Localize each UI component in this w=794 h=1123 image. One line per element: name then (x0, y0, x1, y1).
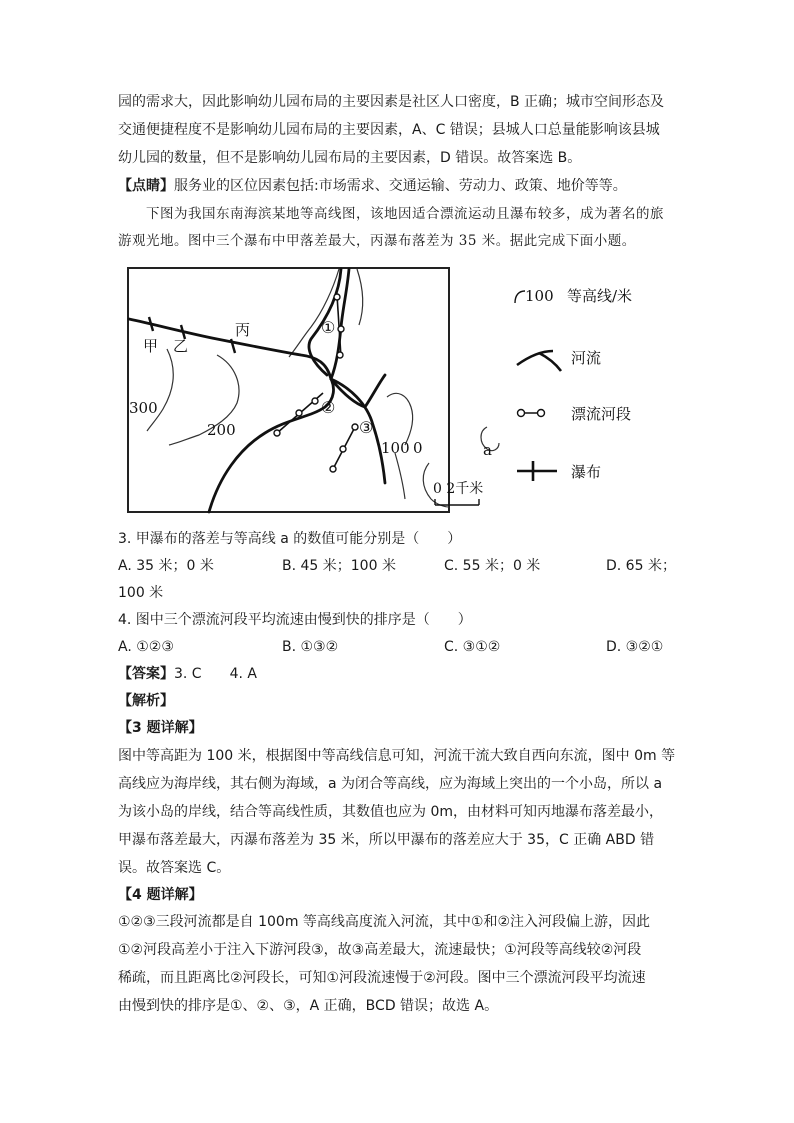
intro-line: 下图为我国东南海滨某地等高线图，该地因适合漂流运动且瀑布较多，成为著名的旅 (146, 206, 664, 222)
rafting-node (338, 326, 344, 332)
legend-rafting-icon (518, 410, 525, 417)
rafting-node (340, 446, 346, 452)
q4-option-a: A. ①②③ (118, 639, 174, 655)
q4-detail-line: 由慢到快的排序是①、②、③，A 正确，BCD 错误；故选 A。 (118, 998, 499, 1014)
label-yi: 乙 (173, 337, 189, 355)
segment-label-2: ② (321, 398, 336, 417)
contour-label-300: 300 (129, 399, 158, 417)
tip-line (118, 176, 627, 196)
legend-waterfall-text: 瀑布 (571, 463, 602, 481)
q3-stem: 3. 甲瀑布的落差与等高线 a 的数值可能分别是（ ） (118, 531, 462, 547)
rafting-node (330, 466, 336, 472)
q3-option-c: C. 55 米；0 米 (444, 558, 541, 574)
rafting-node (352, 424, 358, 430)
segment-label-3: ③ (359, 418, 374, 437)
legend-contour-text: 等高线/米 (567, 287, 633, 305)
q3-detail-line: 高线应为海岸线，其右侧为海域，a 为闭合等高线，应为海域上突出的一个小岛，所以 a (118, 776, 663, 792)
q4-option-c: C. ③①② (444, 639, 501, 655)
rafting-node (296, 410, 302, 416)
label-bing: 丙 (235, 321, 251, 339)
contour-line (147, 349, 173, 431)
answer-tag: 【答案】 (118, 666, 174, 682)
q3-detail-tag: 【3 题详解】 (118, 720, 203, 736)
q4-detail-line: ①②河段高差小于注入下游河段③，故③高差最大，流速最快；①河段等高线较②河段 (118, 942, 642, 958)
rafting-node (337, 352, 343, 358)
rafting-node (312, 398, 318, 404)
q4-detail-tag: 【4 题详解】 (118, 887, 203, 903)
segment-label-1: ① (321, 318, 336, 337)
contour-map (127, 267, 667, 515)
contour-line (357, 269, 363, 325)
contour-label-100: 100 (381, 439, 410, 457)
q4-detail-line: ①②③三段河流都是自 100m 等高线高度流入河流，其中①和②注入河段偏上游，因此 (118, 914, 651, 930)
tip-text: 服务业的区位因素包括:市场需求、交通运输、劳动力、政策、地价等等。 (174, 178, 627, 194)
q3-option-a: A. 35 米；0 米 (118, 558, 214, 574)
q4-option-d: D. ③②① (606, 639, 664, 655)
q3-option-d: D. 65 米； (606, 558, 676, 574)
q3-detail-line: 误。故答案选 C。 (118, 860, 231, 876)
rafting-node (334, 294, 340, 300)
contour-line (395, 453, 405, 499)
island-label-a: a (483, 441, 492, 459)
scale-label: 0 2千米 (433, 481, 484, 497)
analysis-tag: 【解析】 (118, 693, 174, 709)
legend-river-text: 河流 (571, 349, 602, 367)
q4-detail-line: 稀疏，而且距离比②河段长，可知①河段流速慢于②河段。图中三个漂流河段平均流速 (118, 970, 646, 986)
map-legend (515, 287, 632, 481)
text-line: 幼儿园的数量，但不是影响幼儿园布局的主要因素，D 错误。故答案选 B。 (118, 150, 582, 166)
coastline (331, 379, 385, 483)
q4-stem: 4. 图中三个漂流河段平均流速由慢到快的排序是（ ） (118, 612, 472, 628)
tip-tag: 【点睛】 (118, 178, 174, 194)
legend-river-icon (517, 351, 561, 371)
contour-label-200: 200 (207, 421, 236, 439)
intro-line: 游观光地。图中三个瀑布中甲落差最大，丙瀑布落差为 35 米。据此完成下面小题。 (118, 233, 636, 249)
contour-line (387, 393, 413, 445)
q4-option-b: B. ①③② (282, 639, 339, 655)
q3-option-b: B. 45 米；100 米 (282, 558, 396, 574)
q3-detail-line: 为该小岛的岸线，结合等高线性质，其数值也应为 0m，由材料可知丙地瀑布落差最小， (118, 804, 663, 820)
q3-detail-line: 图中等高距为 100 米，根据图中等高线信息可知，河流干流大致自西向东流，图中 0m 等 (118, 748, 676, 764)
legend-contour-value: 100 (525, 287, 554, 305)
text-line: 园的需求大，因此影响幼儿园布局的主要因素是社区人口密度，B 正确；城市空间形态及 (118, 94, 665, 110)
q3-option-d-cont: 100 米 (118, 585, 164, 601)
text-line: 交通便捷程度不是影响幼儿园布局的主要因素，A、C 错误；县城人口总量能影响该县城 (118, 122, 660, 138)
contour-label-0: 0 (413, 439, 423, 457)
river (331, 375, 385, 407)
label-jia: 甲 (143, 337, 159, 355)
q3-detail-line: 甲瀑布落差最大，丙瀑布落差为 35 米，所以甲瀑布的落差应大于 35，C 正确 ABD 错 (118, 832, 655, 848)
rafting-node (274, 430, 280, 436)
answer-line (118, 664, 257, 684)
contour-line (289, 269, 339, 357)
legend-contour-icon (515, 291, 525, 303)
river (129, 319, 331, 379)
answer-value: 3. C 4. A (174, 666, 257, 682)
legend-rafting-text: 漂流河段 (571, 405, 632, 423)
